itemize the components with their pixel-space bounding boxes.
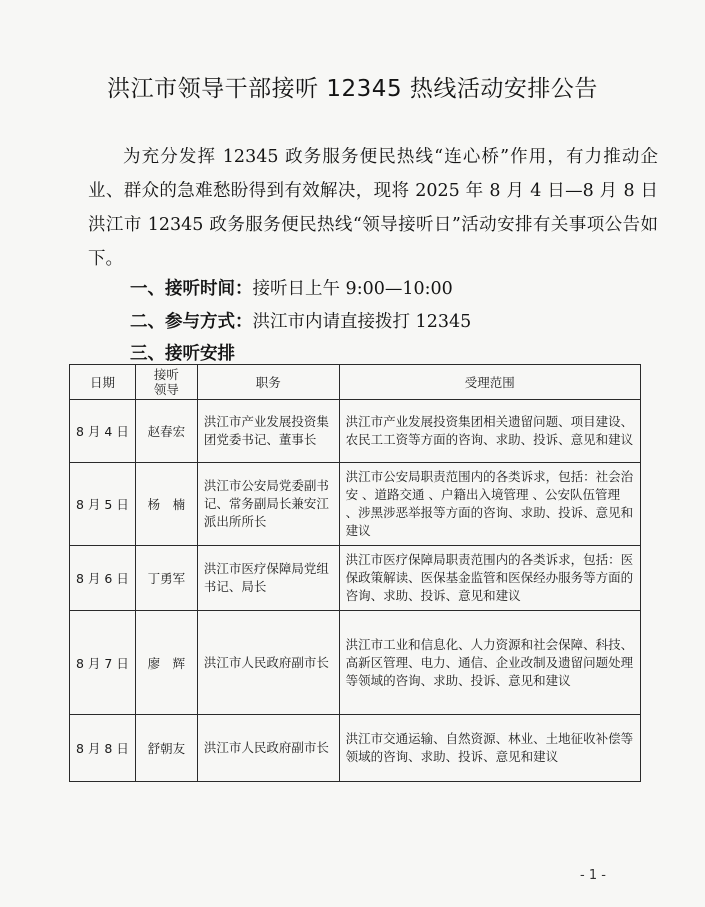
row-date: 8 月 4 日: [70, 400, 136, 463]
item-text: 洪江市内请直接拨打 12345: [252, 312, 472, 332]
row-position: 洪江市产业发展投资集团党委书记、董事长: [197, 400, 339, 463]
table-row: [70, 715, 641, 782]
row-position: 洪江市人民政府副市长: [197, 715, 339, 782]
item-label: 二、参与方式：: [130, 312, 253, 332]
row-date: 8 月 6 日: [70, 546, 136, 611]
row-position: 洪江市人民政府副市长: [197, 611, 339, 715]
row-position: 洪江市公安局党委副书记、常务副局长兼安江派出所所长: [197, 463, 339, 546]
row-scope: 洪江市产业发展投资集团相关遗留问题、项目建设、农民工工资等方面的咨询、求助、投诉、意见和建议: [339, 400, 640, 463]
page-number: - 1 -: [580, 868, 606, 883]
header-leader: [135, 365, 197, 400]
table-row: [70, 546, 641, 611]
header-date: 日期: [70, 365, 136, 400]
notice-title: 洪江市领导干部接听 12345 热线活动安排公告: [107, 76, 598, 102]
item-text: 接听日上午 9:00—10:00: [252, 279, 453, 299]
row-scope: 洪江市工业和信息化、人力资源和社会保障、科技、高新区管理、电力、通信、企业改制及遗留问题处理等领域的咨询、求助、投诉、意见和建议: [339, 611, 640, 715]
row-leader: 丁勇军: [135, 546, 197, 611]
row-leader: 廖 辉: [135, 611, 197, 715]
header-scope: 受理范围: [339, 365, 640, 400]
row-scope: 洪江市医疗保障局职责范围内的各类诉求，包括：医保政策解读、医保基金监管和医保经办服务等方面的咨询、求助、投诉、意见和建议: [339, 546, 640, 611]
row-leader: 舒朝友: [135, 715, 197, 782]
table-row: [70, 463, 641, 546]
intro-paragraph: 为充分发挥 12345 政务服务便民热线“连心桥”作用，有力推动企业、群众的急难愁盼得到有效解决，现将 2025 年 8 月 4 日—8 月 8 日洪江市 12345 政务服务便民热线“领导接听日”活动安排有关事项公告如下。: [88, 147, 658, 269]
item-answer-time: [130, 272, 453, 306]
header-position: 职务: [197, 365, 339, 400]
row-date: 8 月 8 日: [70, 715, 136, 782]
item-participation-method: [130, 305, 471, 339]
row-position: 洪江市医疗保障局党组书记、局长: [197, 546, 339, 611]
header-leader-label: 接听领导: [153, 367, 179, 397]
row-scope: 洪江市公安局职责范围内的各类诉求，包括：社会治安 、道路交通 、户籍出入境管理 、公安队伍管理 、涉黑涉恶举报等方面的咨询、求助、投诉、意见和建议: [339, 463, 640, 546]
row-date: 8 月 7 日: [70, 611, 136, 715]
row-scope: 洪江市交通运输、自然资源、林业、土地征收补偿等领域的咨询、求助、投诉、意见和建议: [339, 715, 640, 782]
table-row: [70, 611, 641, 715]
row-leader: 赵春宏: [135, 400, 197, 463]
table-row: [70, 400, 641, 463]
item-label: 一、接听时间：: [130, 279, 253, 299]
item-label: 三、接听安排: [130, 344, 235, 364]
row-leader: 杨 楠: [135, 463, 197, 546]
row-date: 8 月 5 日: [70, 463, 136, 546]
schedule-table: [69, 364, 641, 782]
table-header-row: [70, 365, 641, 400]
